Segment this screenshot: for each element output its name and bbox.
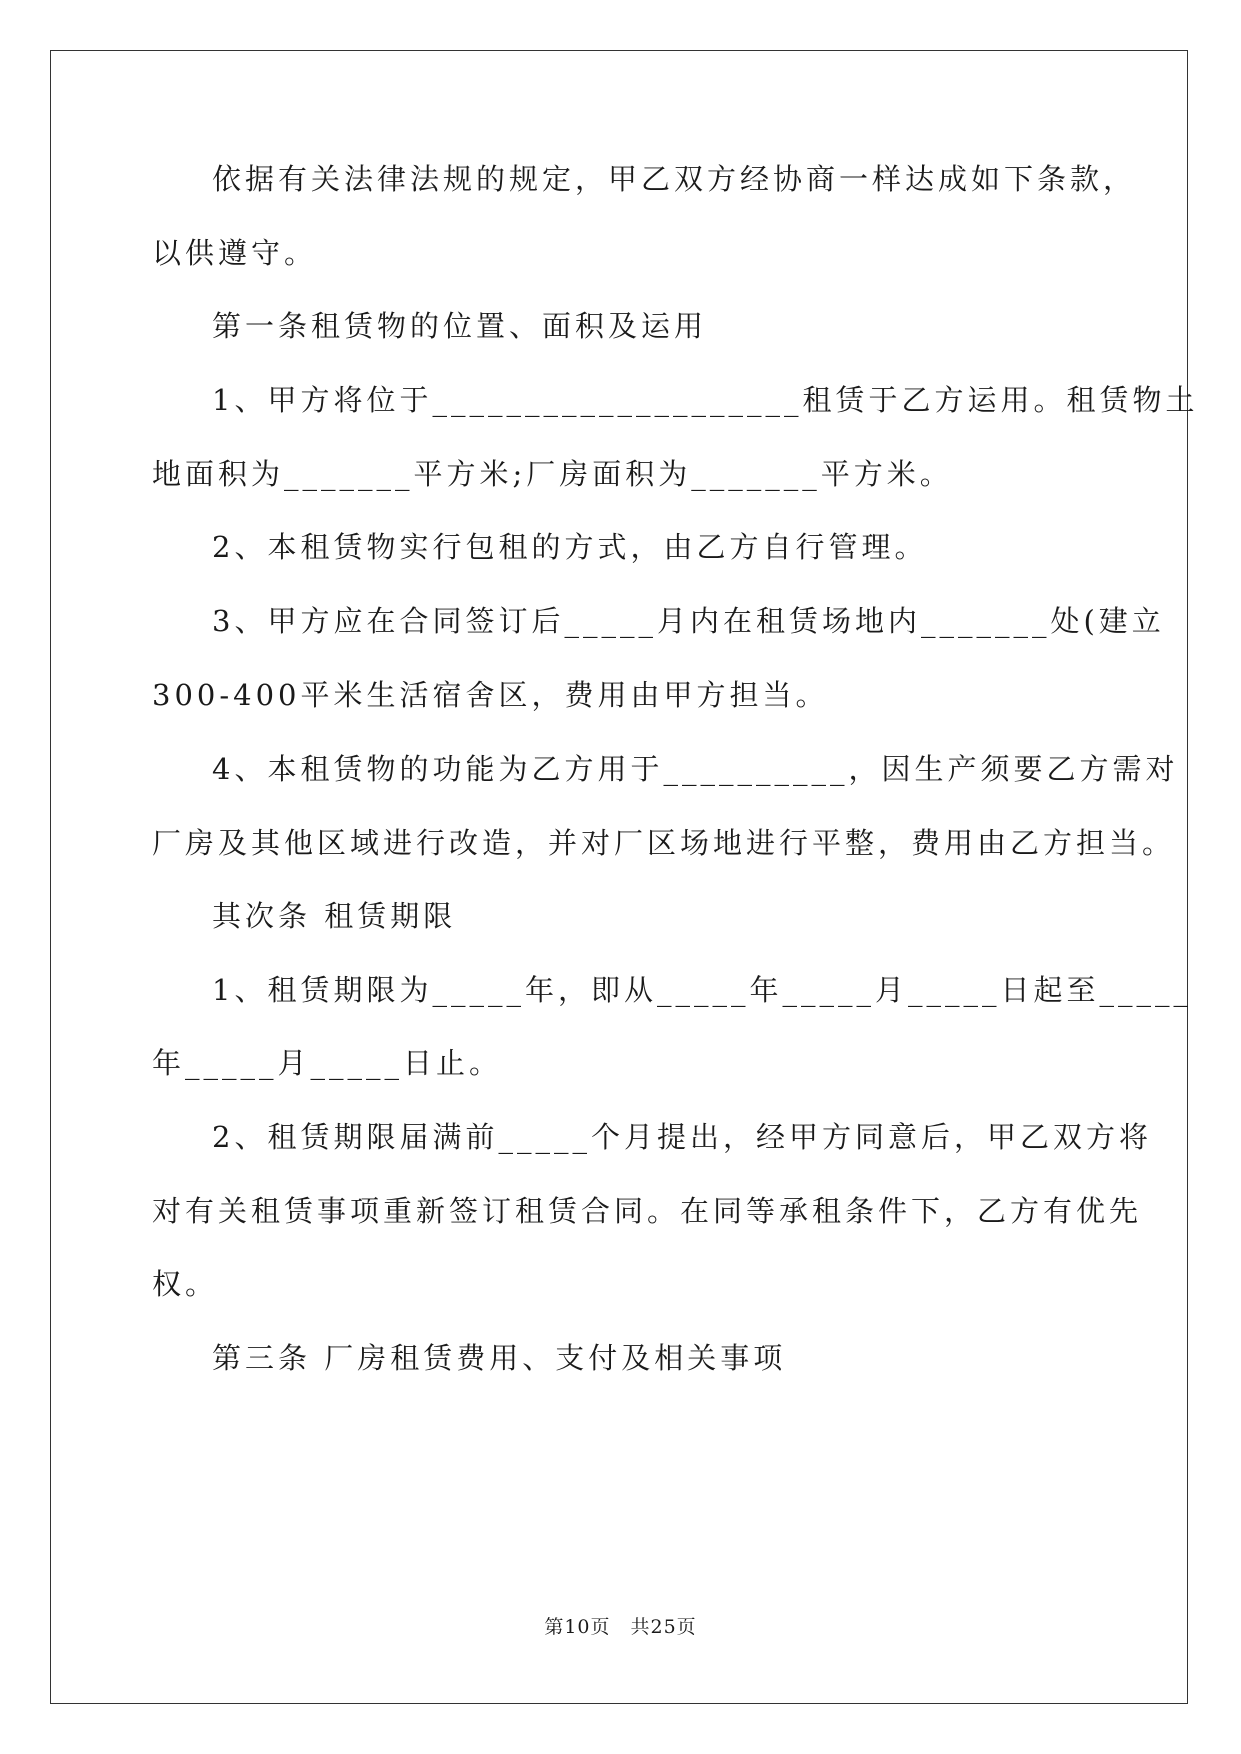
section-heading: 第一条租赁物的位置、面积及运用 <box>212 309 708 343</box>
paragraph-line: 地面积为_______平方米;厂房面积为_______平方米。 <box>152 457 953 491</box>
paragraph-line: 2、租赁期限届满前_____个月提出，经甲方同意后，甲乙双方将 <box>212 1120 1152 1154</box>
section-heading: 其次条 租赁期限 <box>212 899 457 933</box>
section-heading: 第三条 厂房租赁费用、支付及相关事项 <box>212 1341 787 1375</box>
paragraph-line: 厂房及其他区域进行改造，并对厂区场地进行平整，费用由乙方担当。 <box>152 826 1176 860</box>
paragraph-line: 对有关租赁事项重新签订租赁合同。在同等承租条件下，乙方有优先 <box>152 1194 1143 1228</box>
paragraph-line: 以供遵守。 <box>152 236 318 270</box>
paragraph-line: 3、甲方应在合同签订后_____月内在租赁场地内_______处(建立 <box>212 604 1165 638</box>
paragraph-line: 依据有关法律法规的规定，甲乙双方经协商一样达成如下条款， <box>212 162 1137 196</box>
paragraph-line: 300-400平米生活宿舍区，费用由甲方担当。 <box>152 678 829 712</box>
paragraph-line: 权。 <box>152 1267 219 1301</box>
page-number: 第10页 共25页 <box>544 1616 697 1638</box>
page-border <box>50 50 1188 1704</box>
paragraph-line: 2、本租赁物实行包租的方式，由乙方自行管理。 <box>212 530 928 564</box>
paragraph-line: 4、本租赁物的功能为乙方用于__________，因生产须要乙方需对 <box>212 752 1179 786</box>
paragraph-line: 1、租赁期限为_____年，即从_____年_____月_____日起至_____ <box>212 973 1192 1007</box>
paragraph-line: 1、甲方将位于____________________租赁于乙方运用。租赁物土 <box>212 383 1199 417</box>
paragraph-line: 年_____月_____日止。 <box>152 1046 503 1080</box>
